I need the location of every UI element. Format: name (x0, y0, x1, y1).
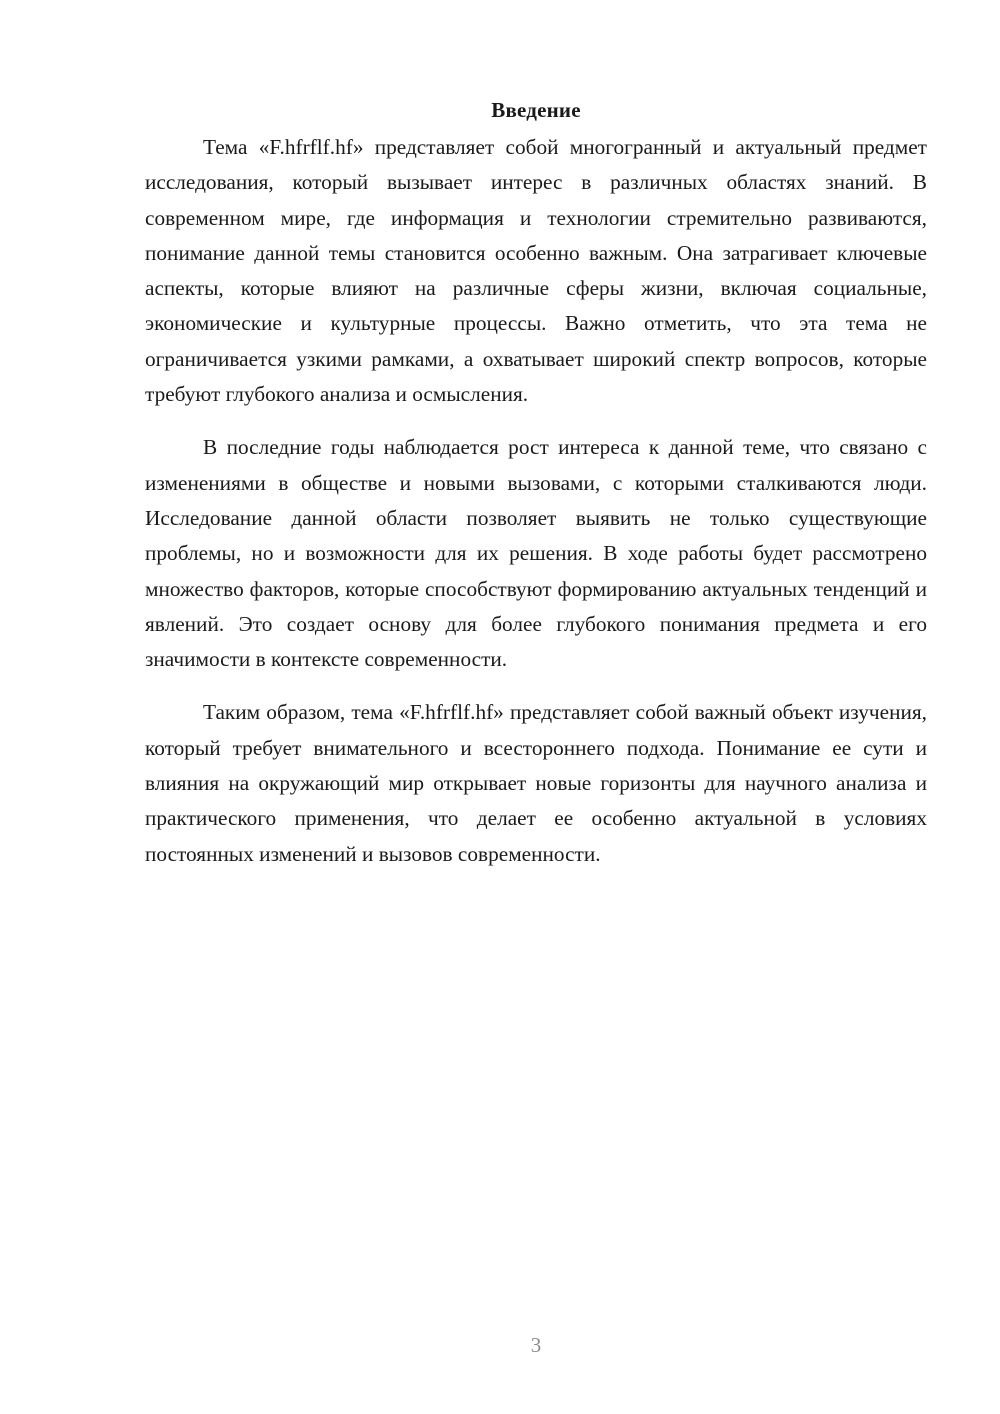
document-body (145, 93, 927, 890)
paragraph-3: Таким образом, тема «F.hfrflf.hf» представляет собой важный объект изучения, который требует внимательного и всестороннего подхода. Понимание ее сути и влияния на окружающий мир открывает новые горизонты для научного анализа и практического применения, что делает ее особенно актуальной в условиях постоянных изменений и вызовов современности. (145, 700, 927, 866)
paragraph-1: Тема «F.hfrflf.hf» представляет собой многогранный и актуальный предмет исследования, который вызывает интерес в различных областях знаний. В современном мире, где информация и технологии стремительно развиваются, понимание данной темы становится особенно важным. Она затрагивает ключевые аспекты, которые влияют на различные сферы жизни, включая социальные, экономические и культурные процессы. Важно отметить, что эта тема не ограничивается узкими рамками, а охватывает широкий спектр вопросов, которые требуют глубокого анализа и осмысления. (145, 135, 927, 407)
section-heading: Введение (491, 98, 581, 122)
page-number: 3 (530, 1333, 542, 1357)
paragraph-2: В последние годы наблюдается рост интереса к данной теме, что связано с изменениями в обществе и новыми вызовами, с которыми сталкиваются люди. Исследование данной области позволяет выявить не только существующие проблемы, но и возможности для их решения. В ходе работы будет рассмотрено множество факторов, которые способствуют формированию актуальных тенденций и явлений. Это создает основу для более глубокого понимания предмета и его значимости в контексте современности. (145, 435, 927, 672)
